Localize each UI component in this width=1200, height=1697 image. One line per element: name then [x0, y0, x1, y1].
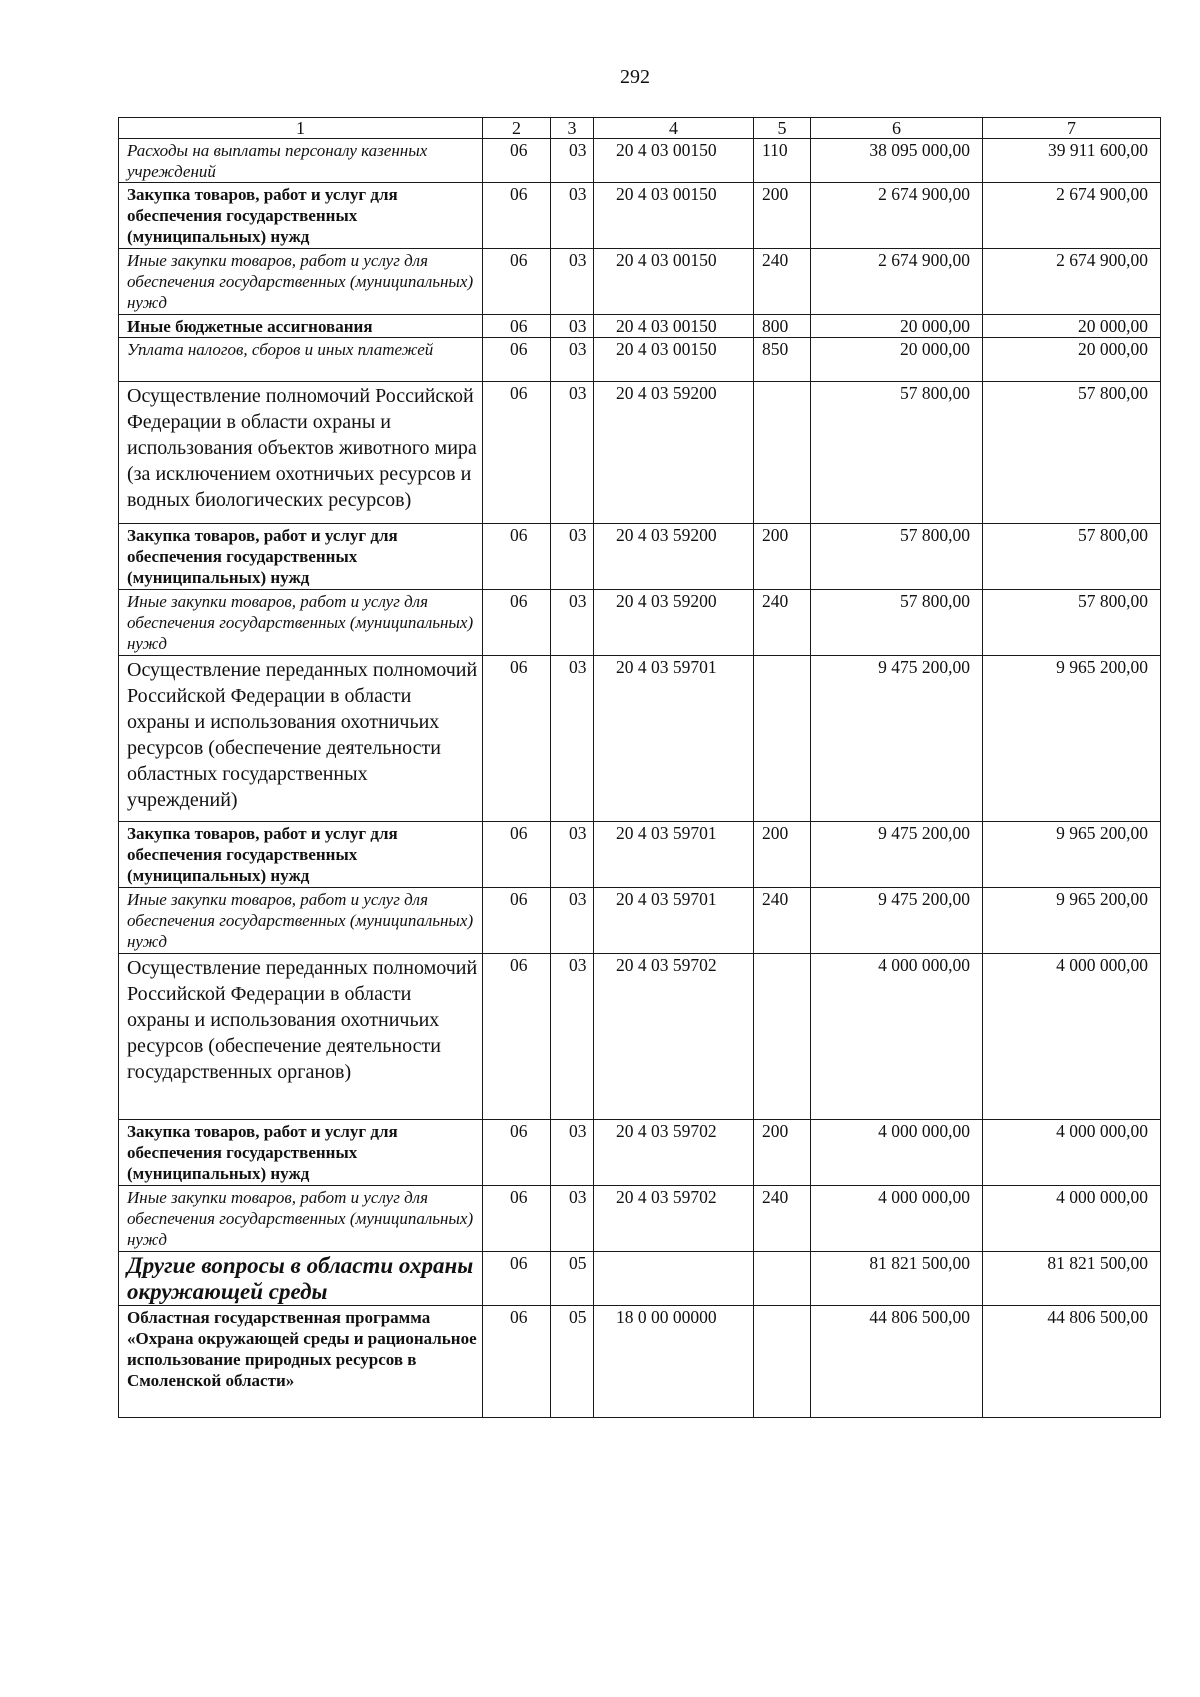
table-row	[119, 1120, 1161, 1186]
target-article-cell	[594, 1252, 754, 1306]
row-name-cell: Иные бюджетные ассигнования	[119, 315, 483, 338]
amount-year1-cell: 20 000,00	[811, 315, 983, 338]
section-code-cell: 06	[483, 382, 551, 524]
row-name-cell: Областная государственная программа «Охрана окружающей среды и рациональное использование природных ресурсов в Смоленской области»	[119, 1306, 483, 1418]
subsection-code-cell: 03	[551, 656, 594, 822]
amount-year1-cell: 2 674 900,00	[811, 249, 983, 315]
target-article-cell: 20 4 03 00150	[594, 338, 754, 382]
subsection-code-cell: 03	[551, 1186, 594, 1252]
amount-year2-cell: 20 000,00	[983, 338, 1161, 382]
expense-type-cell: 240	[754, 249, 811, 315]
section-code-cell: 06	[483, 315, 551, 338]
expense-type-cell: 240	[754, 590, 811, 656]
row-name-cell: Закупка товаров, работ и услуг для обеспечения государственных (муниципальных) нужд	[119, 183, 483, 249]
section-code-cell: 06	[483, 954, 551, 1120]
amount-year1-cell: 9 475 200,00	[811, 822, 983, 888]
expense-type-cell	[754, 1306, 811, 1418]
expense-type-cell: 240	[754, 1186, 811, 1252]
header-cell: 2	[483, 118, 551, 139]
table-row	[119, 1306, 1161, 1418]
subsection-code-cell: 03	[551, 954, 594, 1120]
section-code-cell: 06	[483, 888, 551, 954]
expense-type-cell: 240	[754, 888, 811, 954]
table-row	[119, 954, 1161, 1120]
row-name-cell: Расходы на выплаты персоналу казенных учреждений	[119, 139, 483, 183]
target-article-cell: 20 4 03 59701	[594, 888, 754, 954]
expense-type-cell	[754, 954, 811, 1120]
expense-type-cell	[754, 1252, 811, 1306]
amount-year2-cell: 2 674 900,00	[983, 183, 1161, 249]
amount-year1-cell: 9 475 200,00	[811, 656, 983, 822]
amount-year1-cell: 4 000 000,00	[811, 1120, 983, 1186]
amount-year2-cell: 57 800,00	[983, 590, 1161, 656]
subsection-code-cell: 05	[551, 1252, 594, 1306]
target-article-cell: 18 0 00 00000	[594, 1306, 754, 1418]
table-row	[119, 139, 1161, 183]
target-article-cell: 20 4 03 59200	[594, 524, 754, 590]
amount-year2-cell: 9 965 200,00	[983, 656, 1161, 822]
section-code-cell: 06	[483, 1306, 551, 1418]
expense-type-cell	[754, 656, 811, 822]
table-row	[119, 656, 1161, 822]
table-row	[119, 524, 1161, 590]
target-article-cell: 20 4 03 00150	[594, 183, 754, 249]
expense-type-cell: 800	[754, 315, 811, 338]
row-name-cell: Закупка товаров, работ и услуг для обеспечения государственных (муниципальных) нужд	[119, 524, 483, 590]
expense-type-cell: 200	[754, 524, 811, 590]
table-row	[119, 590, 1161, 656]
subsection-code-cell: 03	[551, 1120, 594, 1186]
header-cell: 5	[754, 118, 811, 139]
section-code-cell: 06	[483, 1120, 551, 1186]
subsection-code-cell: 03	[551, 139, 594, 183]
target-article-cell: 20 4 03 59702	[594, 1186, 754, 1252]
target-article-cell: 20 4 03 59702	[594, 954, 754, 1120]
subsection-code-cell: 03	[551, 888, 594, 954]
subsection-code-cell: 03	[551, 338, 594, 382]
target-article-cell: 20 4 03 59200	[594, 590, 754, 656]
amount-year2-cell: 57 800,00	[983, 382, 1161, 524]
section-code-cell: 06	[483, 1252, 551, 1306]
expense-type-cell: 850	[754, 338, 811, 382]
amount-year1-cell: 2 674 900,00	[811, 183, 983, 249]
expense-type-cell: 110	[754, 139, 811, 183]
row-name-cell: Осуществление переданных полномочий Российской Федерации в области охраны и использования охотничьих ресурсов (обеспечение деятельности областных государственных учреждений)	[119, 656, 483, 822]
target-article-cell: 20 4 03 59701	[594, 822, 754, 888]
target-article-cell: 20 4 03 59702	[594, 1120, 754, 1186]
amount-year2-cell: 20 000,00	[983, 315, 1161, 338]
header-cell: 3	[551, 118, 594, 139]
header-cell: 4	[594, 118, 754, 139]
amount-year2-cell: 9 965 200,00	[983, 822, 1161, 888]
header-cell: 1	[119, 118, 483, 139]
section-code-cell: 06	[483, 590, 551, 656]
amount-year2-cell: 4 000 000,00	[983, 1186, 1161, 1252]
row-name-cell: Иные закупки товаров, работ и услуг для обеспечения государственных (муниципальных) нужд	[119, 888, 483, 954]
target-article-cell: 20 4 03 00150	[594, 249, 754, 315]
expense-type-cell	[754, 382, 811, 524]
table-row	[119, 822, 1161, 888]
table-row	[119, 338, 1161, 382]
table-row	[119, 382, 1161, 524]
amount-year1-cell: 38 095 000,00	[811, 139, 983, 183]
section-code-cell: 06	[483, 1186, 551, 1252]
amount-year1-cell: 20 000,00	[811, 338, 983, 382]
amount-year1-cell: 9 475 200,00	[811, 888, 983, 954]
subsection-code-cell: 03	[551, 524, 594, 590]
table-row	[119, 315, 1161, 338]
amount-year2-cell: 44 806 500,00	[983, 1306, 1161, 1418]
subsection-code-cell: 05	[551, 1306, 594, 1418]
table-row	[119, 183, 1161, 249]
section-code-cell: 06	[483, 656, 551, 822]
target-article-cell: 20 4 03 00150	[594, 315, 754, 338]
expense-type-cell: 200	[754, 1120, 811, 1186]
row-name-cell: Другие вопросы в области охраны окружающей среды	[119, 1252, 483, 1306]
subsection-code-cell: 03	[551, 822, 594, 888]
page-number: 292	[620, 66, 650, 88]
amount-year1-cell: 57 800,00	[811, 590, 983, 656]
amount-year2-cell: 57 800,00	[983, 524, 1161, 590]
amount-year1-cell: 4 000 000,00	[811, 1186, 983, 1252]
expense-type-cell: 200	[754, 822, 811, 888]
header-cell: 6	[811, 118, 983, 139]
amount-year2-cell: 39 911 600,00	[983, 139, 1161, 183]
amount-year1-cell: 81 821 500,00	[811, 1252, 983, 1306]
table-row	[119, 1252, 1161, 1306]
table-row	[119, 1186, 1161, 1252]
subsection-code-cell: 03	[551, 183, 594, 249]
section-code-cell: 06	[483, 822, 551, 888]
expense-type-cell: 200	[754, 183, 811, 249]
amount-year2-cell: 81 821 500,00	[983, 1252, 1161, 1306]
row-name-cell: Иные закупки товаров, работ и услуг для обеспечения государственных (муниципальных) нужд	[119, 1186, 483, 1252]
table-row	[119, 888, 1161, 954]
table-row	[119, 249, 1161, 315]
amount-year2-cell: 4 000 000,00	[983, 1120, 1161, 1186]
target-article-cell: 20 4 03 00150	[594, 139, 754, 183]
header-cell: 7	[983, 118, 1161, 139]
row-name-cell: Закупка товаров, работ и услуг для обеспечения государственных (муниципальных) нужд	[119, 1120, 483, 1186]
target-article-cell: 20 4 03 59701	[594, 656, 754, 822]
amount-year1-cell: 57 800,00	[811, 382, 983, 524]
subsection-code-cell: 03	[551, 590, 594, 656]
amount-year2-cell: 2 674 900,00	[983, 249, 1161, 315]
amount-year2-cell: 9 965 200,00	[983, 888, 1161, 954]
amount-year1-cell: 4 000 000,00	[811, 954, 983, 1120]
table-header-row	[119, 118, 1161, 139]
subsection-code-cell: 03	[551, 249, 594, 315]
section-code-cell: 06	[483, 183, 551, 249]
row-name-cell: Закупка товаров, работ и услуг для обеспечения государственных (муниципальных) нужд	[119, 822, 483, 888]
budget-table	[118, 117, 1161, 1418]
row-name-cell: Осуществление полномочий Российской Федерации в области охраны и использования объектов животного мира (за исключением охотничьих ресурсов и водных биологических ресурсов)	[119, 382, 483, 524]
row-name-cell: Иные закупки товаров, работ и услуг для обеспечения государственных (муниципальных) нужд	[119, 590, 483, 656]
section-code-cell: 06	[483, 139, 551, 183]
amount-year2-cell: 4 000 000,00	[983, 954, 1161, 1120]
amount-year1-cell: 57 800,00	[811, 524, 983, 590]
section-code-cell: 06	[483, 249, 551, 315]
row-name-cell: Уплата налогов, сборов и иных платежей	[119, 338, 483, 382]
amount-year1-cell: 44 806 500,00	[811, 1306, 983, 1418]
row-name-cell: Осуществление переданных полномочий Российской Федерации в области охраны и использования охотничьих ресурсов (обеспечение деятельности государственных органов)	[119, 954, 483, 1120]
section-code-cell: 06	[483, 524, 551, 590]
target-article-cell: 20 4 03 59200	[594, 382, 754, 524]
section-code-cell: 06	[483, 338, 551, 382]
subsection-code-cell: 03	[551, 382, 594, 524]
subsection-code-cell: 03	[551, 315, 594, 338]
row-name-cell: Иные закупки товаров, работ и услуг для обеспечения государственных (муниципальных) нужд	[119, 249, 483, 315]
